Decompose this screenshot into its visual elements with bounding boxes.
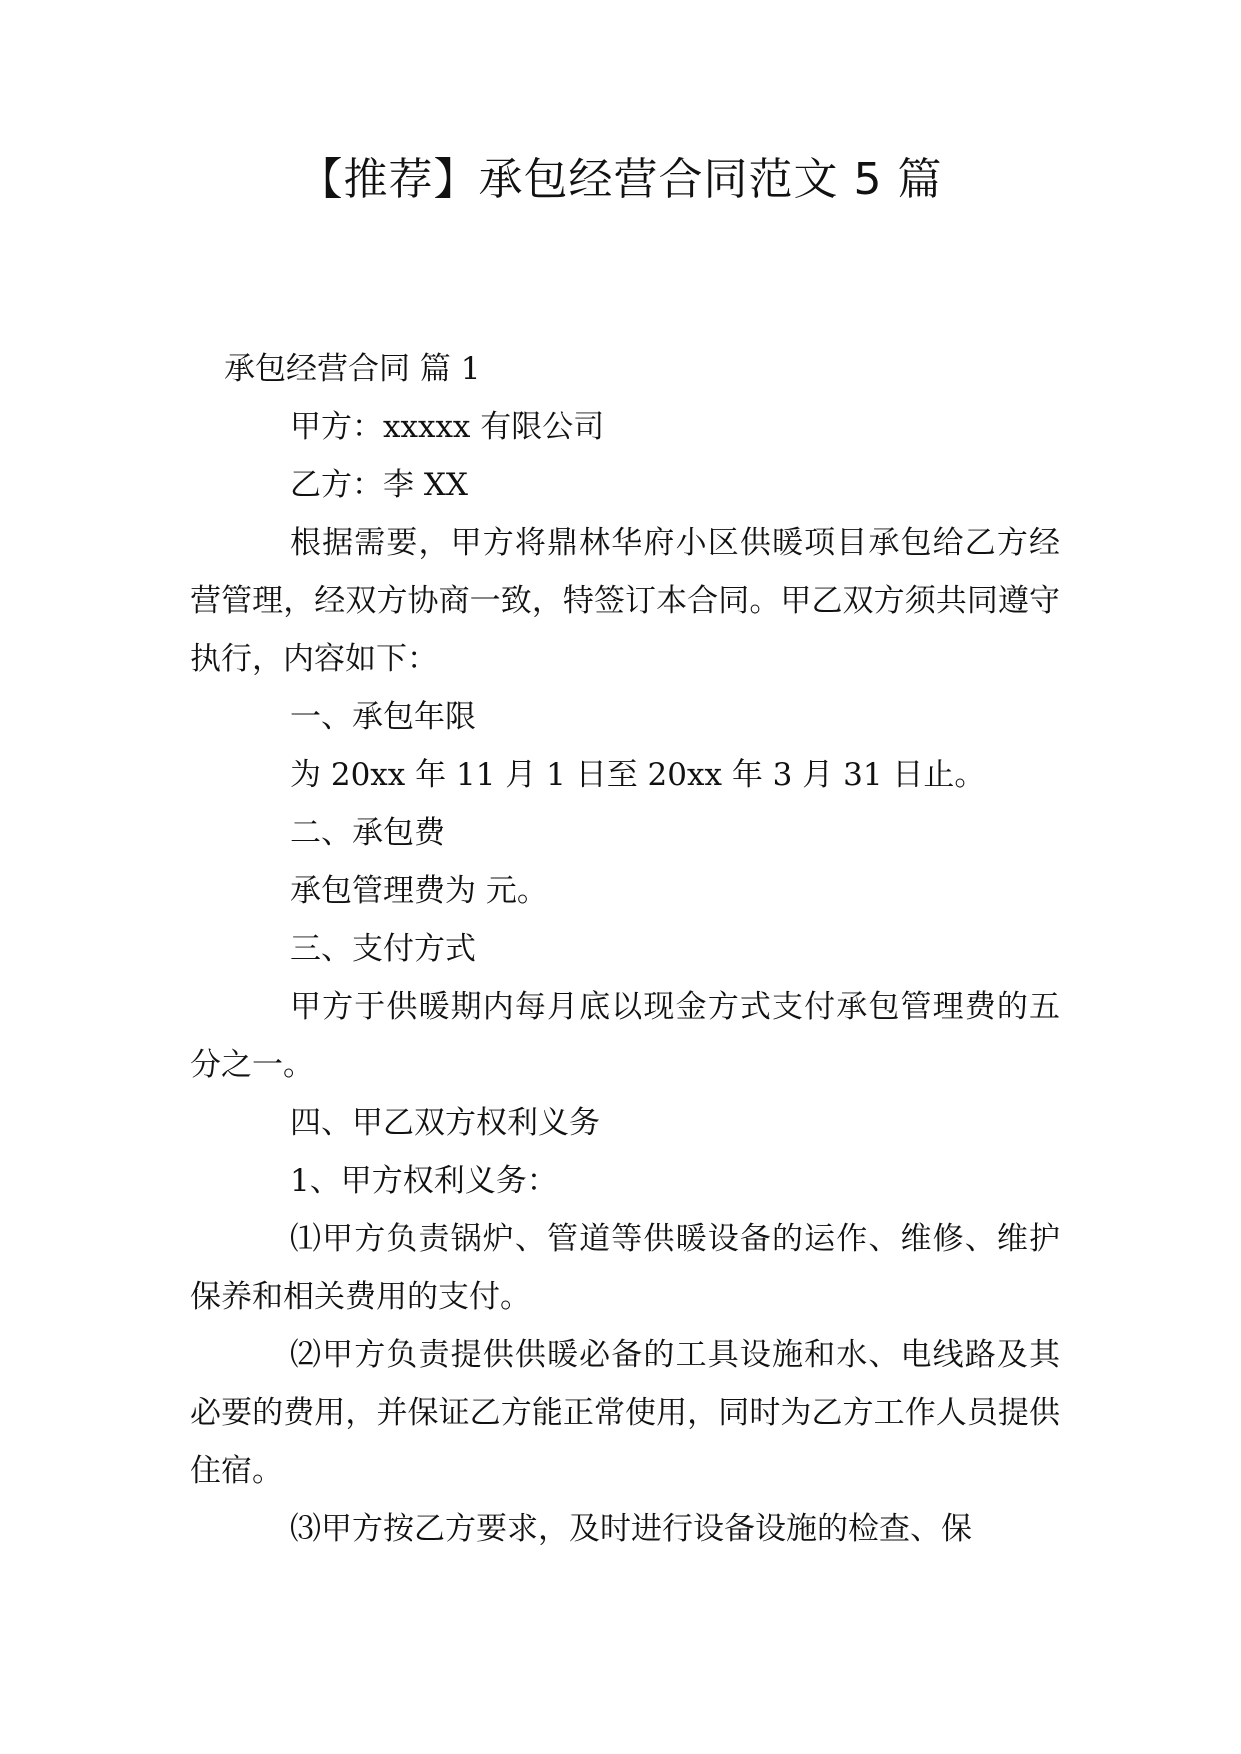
subclause-item-3: ⑶甲方按乙方要求，及时进行设备设施的检查、保 [290, 1511, 972, 1547]
party-b-line: 乙方：李 XX [290, 467, 468, 503]
party-a-line: 甲方：xxxxx 有限公司 [290, 409, 605, 445]
document-title: 【推荐】承包经营合同范文 5 篇 [298, 154, 943, 205]
clause-fee-text: 承包管理费为 元。 [290, 873, 548, 909]
clause-heading-payment: 三、支付方式 [290, 931, 476, 967]
clause-term-text: 为 20xx 年 11 月 1 日至 20xx 年 3 月 31 日止。 [290, 757, 986, 793]
preamble-paragraph: 根据需要，甲方将鼎林华府小区供暖项目承包给乙方经营管理，经双方协商一致，特签订本合同。甲乙双方须共同遵守执行，内容如下： [190, 525, 1060, 677]
subclause-item-1: ⑴甲方负责锅炉、管道等供暖设备的运作、维修、维护保养和相关费用的支付。 [190, 1221, 1060, 1315]
clause-heading-term: 一、承包年限 [290, 699, 476, 735]
clause-payment-text: 甲方于供暖期内每月底以现金方式支付承包管理费的五分之一。 [190, 989, 1060, 1083]
subclause-item-2: ⑵甲方负责提供供暖必备的工具设施和水、电线路及其必要的费用，并保证乙方能正常使用，同时为乙方工作人员提供住宿。 [190, 1337, 1060, 1489]
section-heading: 承包经营合同 篇 1 [224, 351, 481, 387]
document-body [190, 340, 1060, 1558]
clause-heading-fee: 二、承包费 [290, 815, 445, 851]
subclause-heading-party-a: 1、甲方权利义务： [290, 1163, 558, 1199]
clause-heading-rights: 四、甲乙双方权利义务 [290, 1105, 600, 1141]
